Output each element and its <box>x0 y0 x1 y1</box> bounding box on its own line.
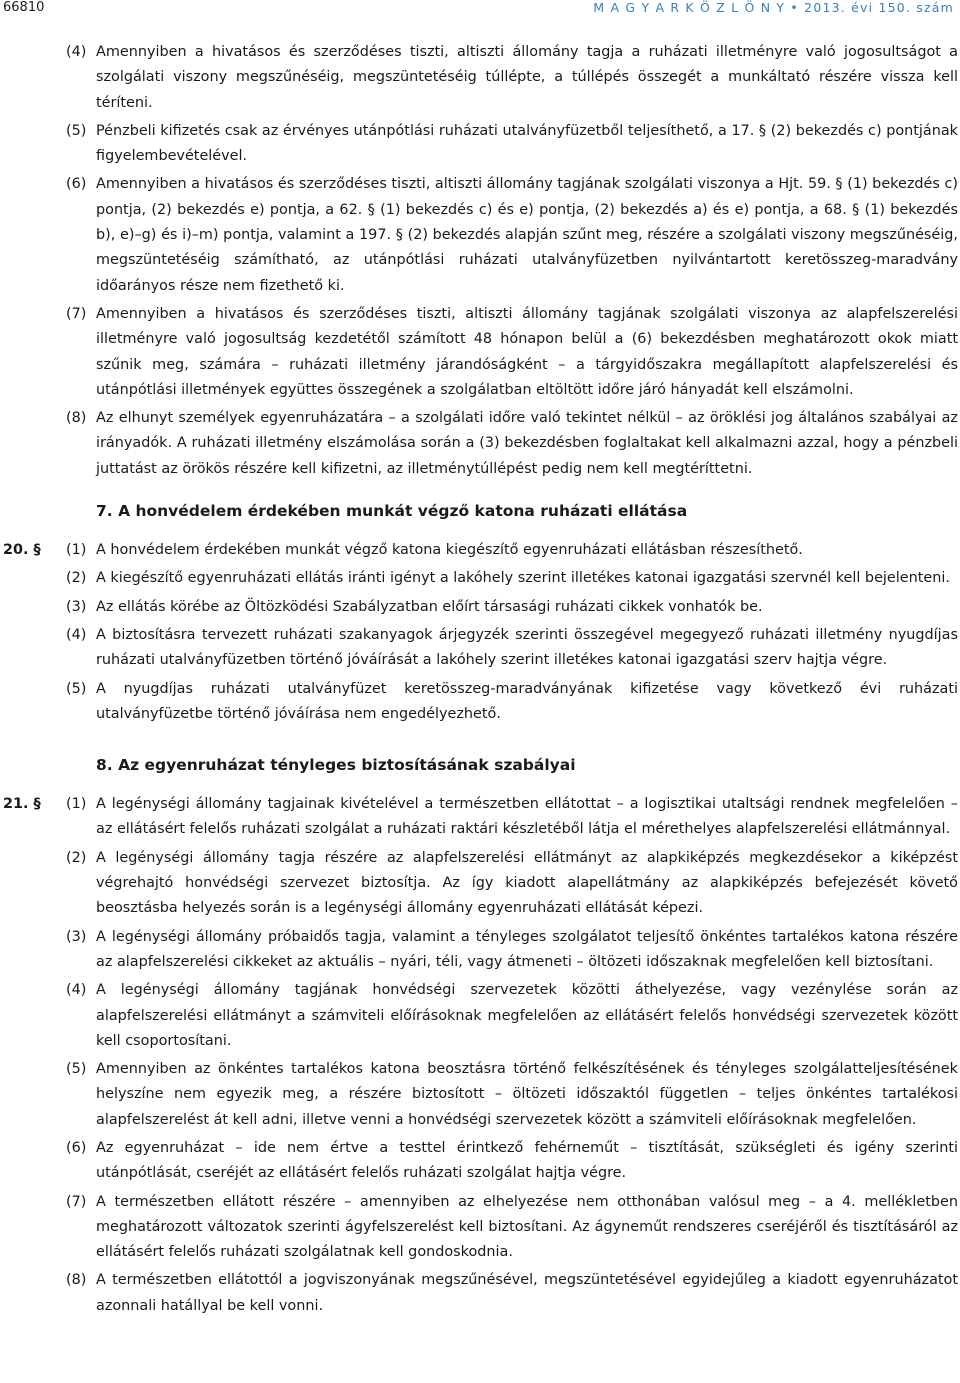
paragraph <box>0 792 960 843</box>
journal-title: M A G Y A R K Ö Z L Ö N Y • 2013. évi 150. szám <box>593 0 954 15</box>
document-body <box>0 40 960 1322</box>
paragraph-number: (4) <box>66 626 87 643</box>
paragraph-text: Az ellátás körébe az Öltözködési Szabályzatban előírt társasági ruházati cikkek vonhatók be. <box>96 598 763 615</box>
page-header <box>0 0 960 20</box>
paragraph <box>0 1057 960 1133</box>
section-number: 20. § <box>3 542 41 559</box>
paragraph <box>0 1136 960 1187</box>
paragraph <box>0 595 960 620</box>
paragraph <box>0 40 960 116</box>
paragraph-number: (2) <box>66 570 87 587</box>
paragraph-block-20 <box>0 538 960 727</box>
section-heading-8: 8. Az egyenruházat tényleges biztosításának szabályai <box>96 756 576 775</box>
page-number: 66810 <box>3 0 45 15</box>
paragraph-text: A legénységi állomány tagja részére az alapfelszerelési ellátmányt az alapkiképzés megkezdésekor a kiképzést végrehajtó honvédségi szervezet biztosítja. Az így kiadott alapellátmány az alapkiképzés befejezését követő beosztásba helyezés során is a legénységi állomány egyenruházati ellátását képezi. <box>96 849 958 917</box>
paragraph <box>0 978 960 1054</box>
paragraph-text: A honvédelem érdekében munkát végző katona kiegészítő egyenruházati ellátásban részesíthető. <box>96 542 803 559</box>
paragraph-text: Az elhunyt személyek egyenruházatára – a szolgálati időre való tekintet nélkül – az öröklési jog általános szabályai az irányadók. A ruházati illetmény elszámolása során a (3) bekezdésben foglaltakat kell alkalmazni azzal, hogy a pénzbeli juttatást az örökös részére kell kifizetni, az illetménytúllépést pedig nem kell megtéríttetni. <box>96 410 958 477</box>
paragraph-text: Amennyiben a hivatásos és szerződéses tiszti, altiszti állomány tagjának szolgálati viszonya az alapfelszerelési illetményre való jogosultság kezdetétől számított 48 hónapon belül a (6) bekezdésben meghatározott okok miatt szűnik meg, számára – ruházati illetmény járandóságként – a tárgyidőszakra megállapított alapfelszerelési és utánpótlási illetmények együttes összegének a szolgálatban eltöltött időre járó hányadát kell elszámolni. <box>96 305 958 398</box>
paragraph-block-21 <box>0 792 960 1319</box>
paragraph-text: A legénységi állomány tagjainak kivételével a természetben ellátottat – a logisztikai utaltsági rendnek megfelelően – az ellátásért felelős ruházati szolgálat a ruházati raktári készletéből látja el mérethelyes alapfelszerelési ellátmánnyal. <box>96 796 958 838</box>
paragraph <box>0 1190 960 1266</box>
paragraph-number: (3) <box>66 928 87 945</box>
paragraph <box>0 677 960 728</box>
paragraph-number: (3) <box>66 598 87 615</box>
paragraph <box>0 119 960 170</box>
paragraph <box>0 406 960 482</box>
paragraph-text: Amennyiben a hivatásos és szerződéses tiszti, altiszti állomány tagjának szolgálati viszonya a Hjt. 59. § (1) bekezdés c) pontja, (2) bekezdés e) pontja, a 62. § (1) bekezdés c) és e) pontja, (2) bekezdés a) és e) pontja, a 68. § (1) bekezdés b), e)–g) és i)–m) pontja, valamint a 197. § (2) bekezdés alapján szűnt meg, részére a szolgálati viszony megszűnéséig, megszüntetéséig számítható, az utánpótlási ruházati utalványfüzetben nyilvántartott keretösszeg-maradvány időarányos része nem fizethető ki. <box>96 176 958 294</box>
paragraph-number: (8) <box>66 1272 87 1289</box>
paragraph-number: (4) <box>66 44 87 60</box>
paragraph-text: Amennyiben az önkéntes tartalékos katona beosztásra történő felkészítésének és tényleges szolgálatteljesítésének helyszíne nem egyezik meg, a részére biztosított – öltözeti időszaktól független – teljes önkéntes tartalékosi alapfelszerelést át kell adni, illetve venni a honvédségi szervezetek között a számviteli előírásoknak megfelelően. <box>96 1061 958 1128</box>
paragraph-text: Az egyenruházat – ide nem értve a testtel érintkező fehérneműt – tisztítását, szükségleti és igény szerinti utánpótlását, cseréjét az ellátásért felelős ruházati szolgálat hajtja végre. <box>96 1139 958 1182</box>
paragraph-text: A legénységi állomány próbaidős tagja, valamint a tényleges szolgálatot teljesítő önkéntes tartalékos katona részére az alapfelszerelési cikkeket az aktuális – nyári, téli, vagy átmeneti – öltözeti időszaknak megfelelően kell biztosítani. <box>96 928 958 970</box>
paragraph <box>0 302 960 403</box>
paragraph-number: (8) <box>66 410 87 427</box>
paragraph-number: (5) <box>66 680 87 697</box>
paragraph-number: (7) <box>66 305 87 322</box>
paragraph-number: (5) <box>66 1061 87 1078</box>
paragraph-text: Amennyiben a hivatásos és szerződéses tiszti, altiszti állomány tagja a ruházati illetményre való jogosultságot a szolgálati viszony megszűnéséig, megszüntetéséig túllépte, a túllépés összegét a munkáltató részére vissza kell téríteni. <box>96 44 958 111</box>
paragraph-text: A biztosításra tervezett ruházati szakanyagok árjegyzék szerinti összegével megegyező ruházati illetmény nyugdíjas ruházati utalványfüzetben történő jóváírását a lakóhely szerint illetékes katonai igazgatási szerv hajtja végre. <box>96 626 958 669</box>
paragraph <box>0 925 960 976</box>
paragraph <box>0 1268 960 1319</box>
paragraph <box>0 566 960 591</box>
paragraph-text: A kiegészítő egyenruházati ellátás iránti igényt a lakóhely szerint illetékes katonai igazgatási szervnél kell bejelenteni. <box>96 570 950 587</box>
paragraph-text: A természetben ellátottól a jogviszonyának megszűnésével, megszüntetésével egyidejűleg a kiadott egyenruházatot azonnali hatállyal be kell vonni. <box>96 1272 958 1314</box>
paragraph-text: Pénzbeli kifizetés csak az érvényes utánpótlási ruházati utalványfüzetből teljesíthető, a 17. § (2) bekezdés c) pontjának figyelembevételével. <box>96 122 958 165</box>
paragraph-block-1 <box>0 40 960 482</box>
paragraph-text: A legénységi állomány tagjának honvédségi szervezetek közötti áthelyezése, vagy vezénylése során az alapfelszerelési ellátmányt a számviteli előírásoknak megfelelően az ellátásért felelős honvédségi szervezetek között kell csoportosítani. <box>96 982 958 1049</box>
paragraph-number: (6) <box>66 1139 87 1156</box>
paragraph-number: (7) <box>66 1193 87 1210</box>
paragraph-number: (6) <box>66 176 87 193</box>
paragraph-text: A nyugdíjas ruházati utalványfüzet keretösszeg-maradványának kifizetése vagy következő évi ruházati utalványfüzetbe történő jóváírása nem engedélyezhető. <box>96 680 958 722</box>
paragraph-number: (4) <box>66 982 87 999</box>
paragraph <box>0 623 960 674</box>
paragraph-number: (1) <box>66 542 87 559</box>
section-heading-7: 7. A honvédelem érdekében munkát végző katona ruházati ellátása <box>96 502 688 521</box>
paragraph <box>0 846 960 922</box>
paragraph <box>0 172 960 298</box>
section-number: 21. § <box>3 796 41 813</box>
paragraph-number: (5) <box>66 122 87 139</box>
paragraph <box>0 538 960 563</box>
paragraph-text: A természetben ellátott részére – amennyiben az elhelyezése nem otthonában valósul meg – a 4. mellékletben meghatározott változatok szerinti ágyfelszerelést kell biztosítani. Az ágyneműt rendszeres cseréjéről és tisztításáról az ellátásért felelős ruházati szolgálatnak kell gondoskodnia. <box>96 1193 958 1261</box>
paragraph-number: (1) <box>66 796 87 813</box>
paragraph-number: (2) <box>66 849 87 866</box>
